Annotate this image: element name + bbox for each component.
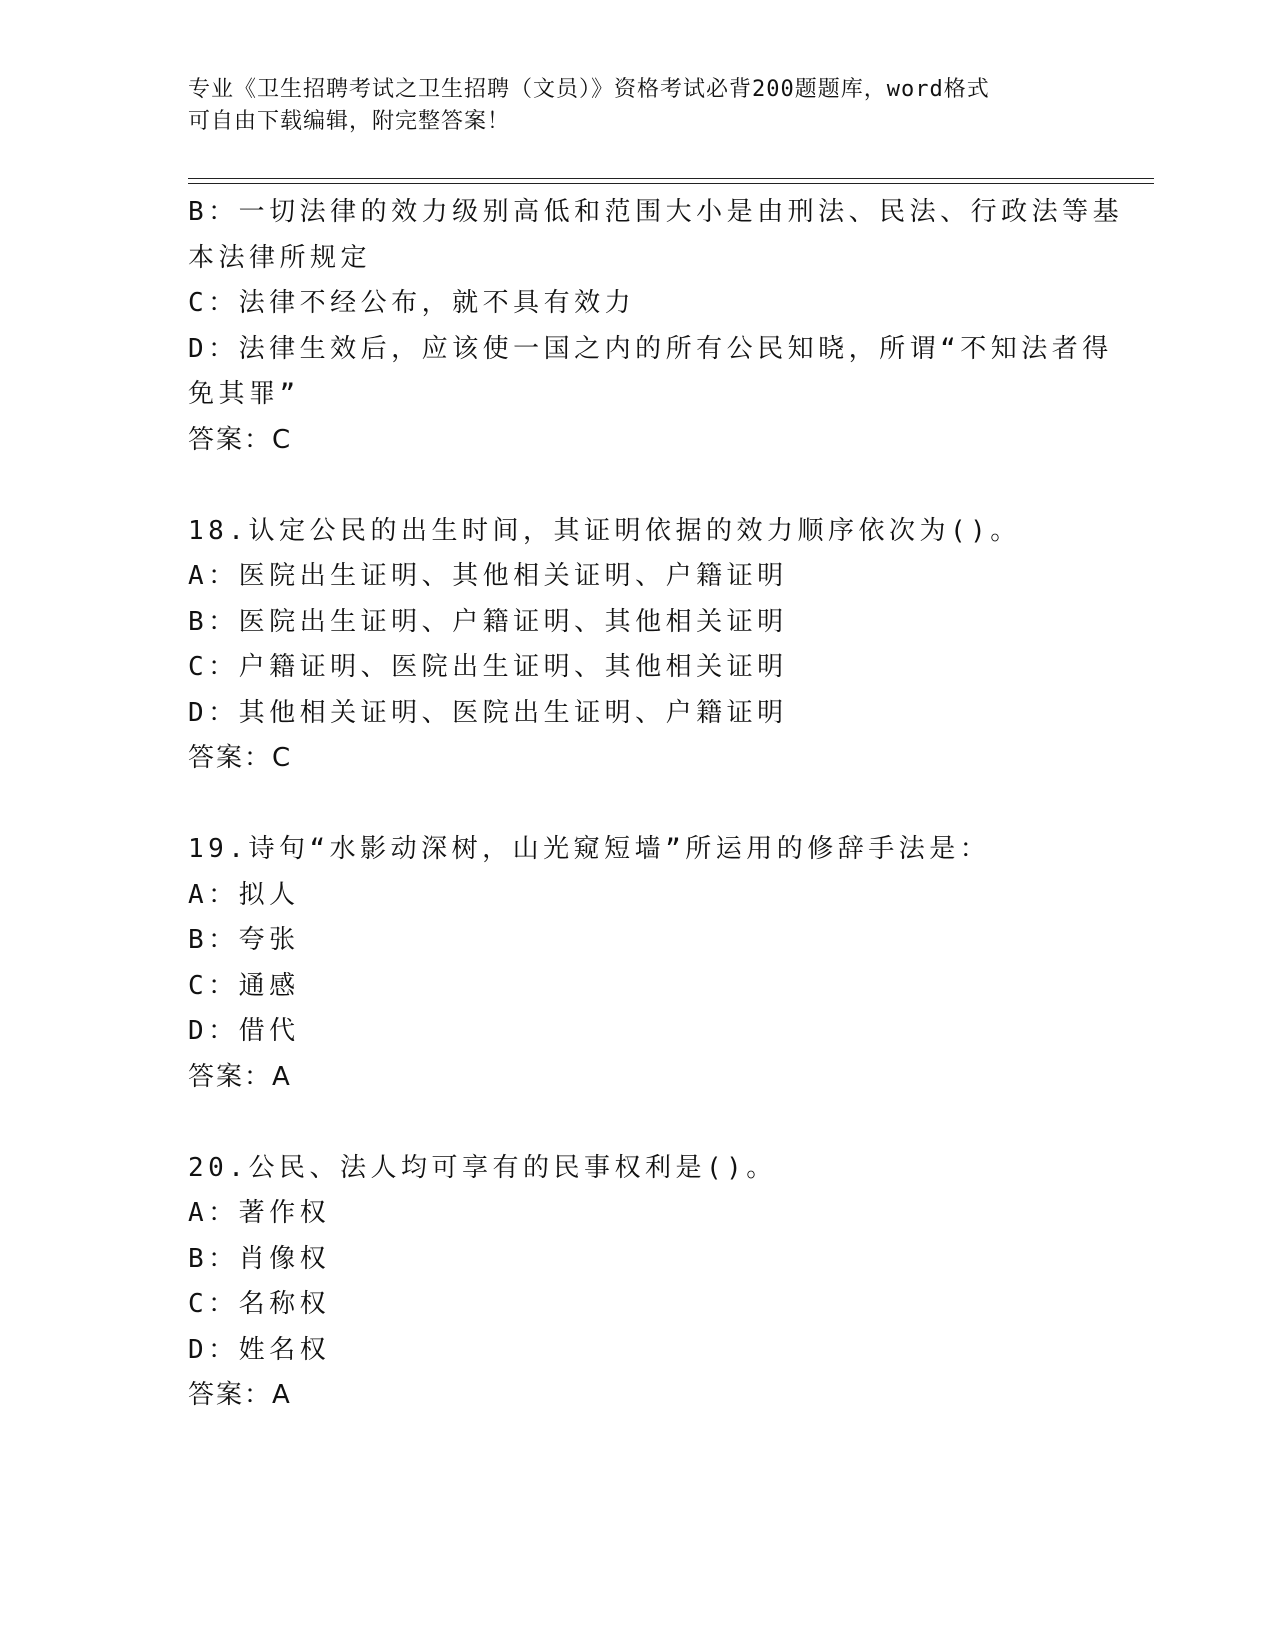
option-d: D：其他相关证明、医院出生证明、户籍证明 [188, 697, 788, 728]
question-18 [188, 509, 1088, 782]
option-b-line2: 本法律所规定 [188, 242, 372, 273]
option-b-line1: B：一切法律的效力级别高低和范围大小是由刑法、民法、行政法等基 [188, 197, 1124, 227]
option-c: C：通感 [188, 970, 300, 1001]
question-content [188, 190, 1124, 1419]
answer-19: 答案：A [188, 1061, 292, 1092]
question-19 [188, 827, 1088, 1100]
header-divider-bottom [188, 183, 1154, 184]
option-a: A：著作权 [188, 1198, 331, 1228]
option-c: C：法律不经公布，就不具有效力 [188, 288, 636, 318]
spacer [188, 1100, 1088, 1146]
option-d: D：借代 [188, 1016, 300, 1046]
question-stem: 20.公民、法人均可享有的民事权利是()。 [188, 1152, 777, 1183]
option-d-line2: 免其罪” [188, 379, 300, 409]
option-c: C：户籍证明、医院出生证明、其他相关证明 [188, 652, 788, 682]
spacer [188, 463, 1088, 509]
header-title-line2: 可自由下载编辑，附完整答案！ [188, 109, 511, 134]
header-title-line1: 专业《卫生招聘考试之卫生招聘（文员）》资格考试必背200题题库，word格式 [188, 77, 990, 102]
question-stem: 19.诗句“水影动深树，山光窥短墙”所运用的修辞手法是： [188, 834, 991, 864]
option-b: B：夸张 [188, 925, 300, 955]
answer-18: 答案：C [188, 743, 293, 773]
document-header [188, 74, 1068, 138]
option-a: A：医院出生证明、其他相关证明、户籍证明 [188, 561, 788, 591]
answer-20: 答案：A [188, 1380, 292, 1410]
answer-17: 答案：C [188, 424, 293, 455]
option-d: D：姓名权 [188, 1334, 331, 1365]
option-b: B：肖像权 [188, 1243, 331, 1274]
question-stem: 18.认定公民的出生时间，其证明依据的效力顺序依次为()。 [188, 515, 1021, 546]
question-20 [188, 1146, 1088, 1419]
question-17-continuation [188, 190, 1124, 463]
spacer [188, 782, 1088, 828]
header-divider-top [188, 178, 1154, 179]
option-a: A：拟人 [188, 879, 300, 910]
option-d-line1: D：法律生效后，应该使一国之内的所有公民知晓，所谓“不知法者得 [188, 333, 1113, 364]
option-c: C：名称权 [188, 1289, 331, 1319]
option-b: B：医院出生证明、户籍证明、其他相关证明 [188, 606, 788, 637]
